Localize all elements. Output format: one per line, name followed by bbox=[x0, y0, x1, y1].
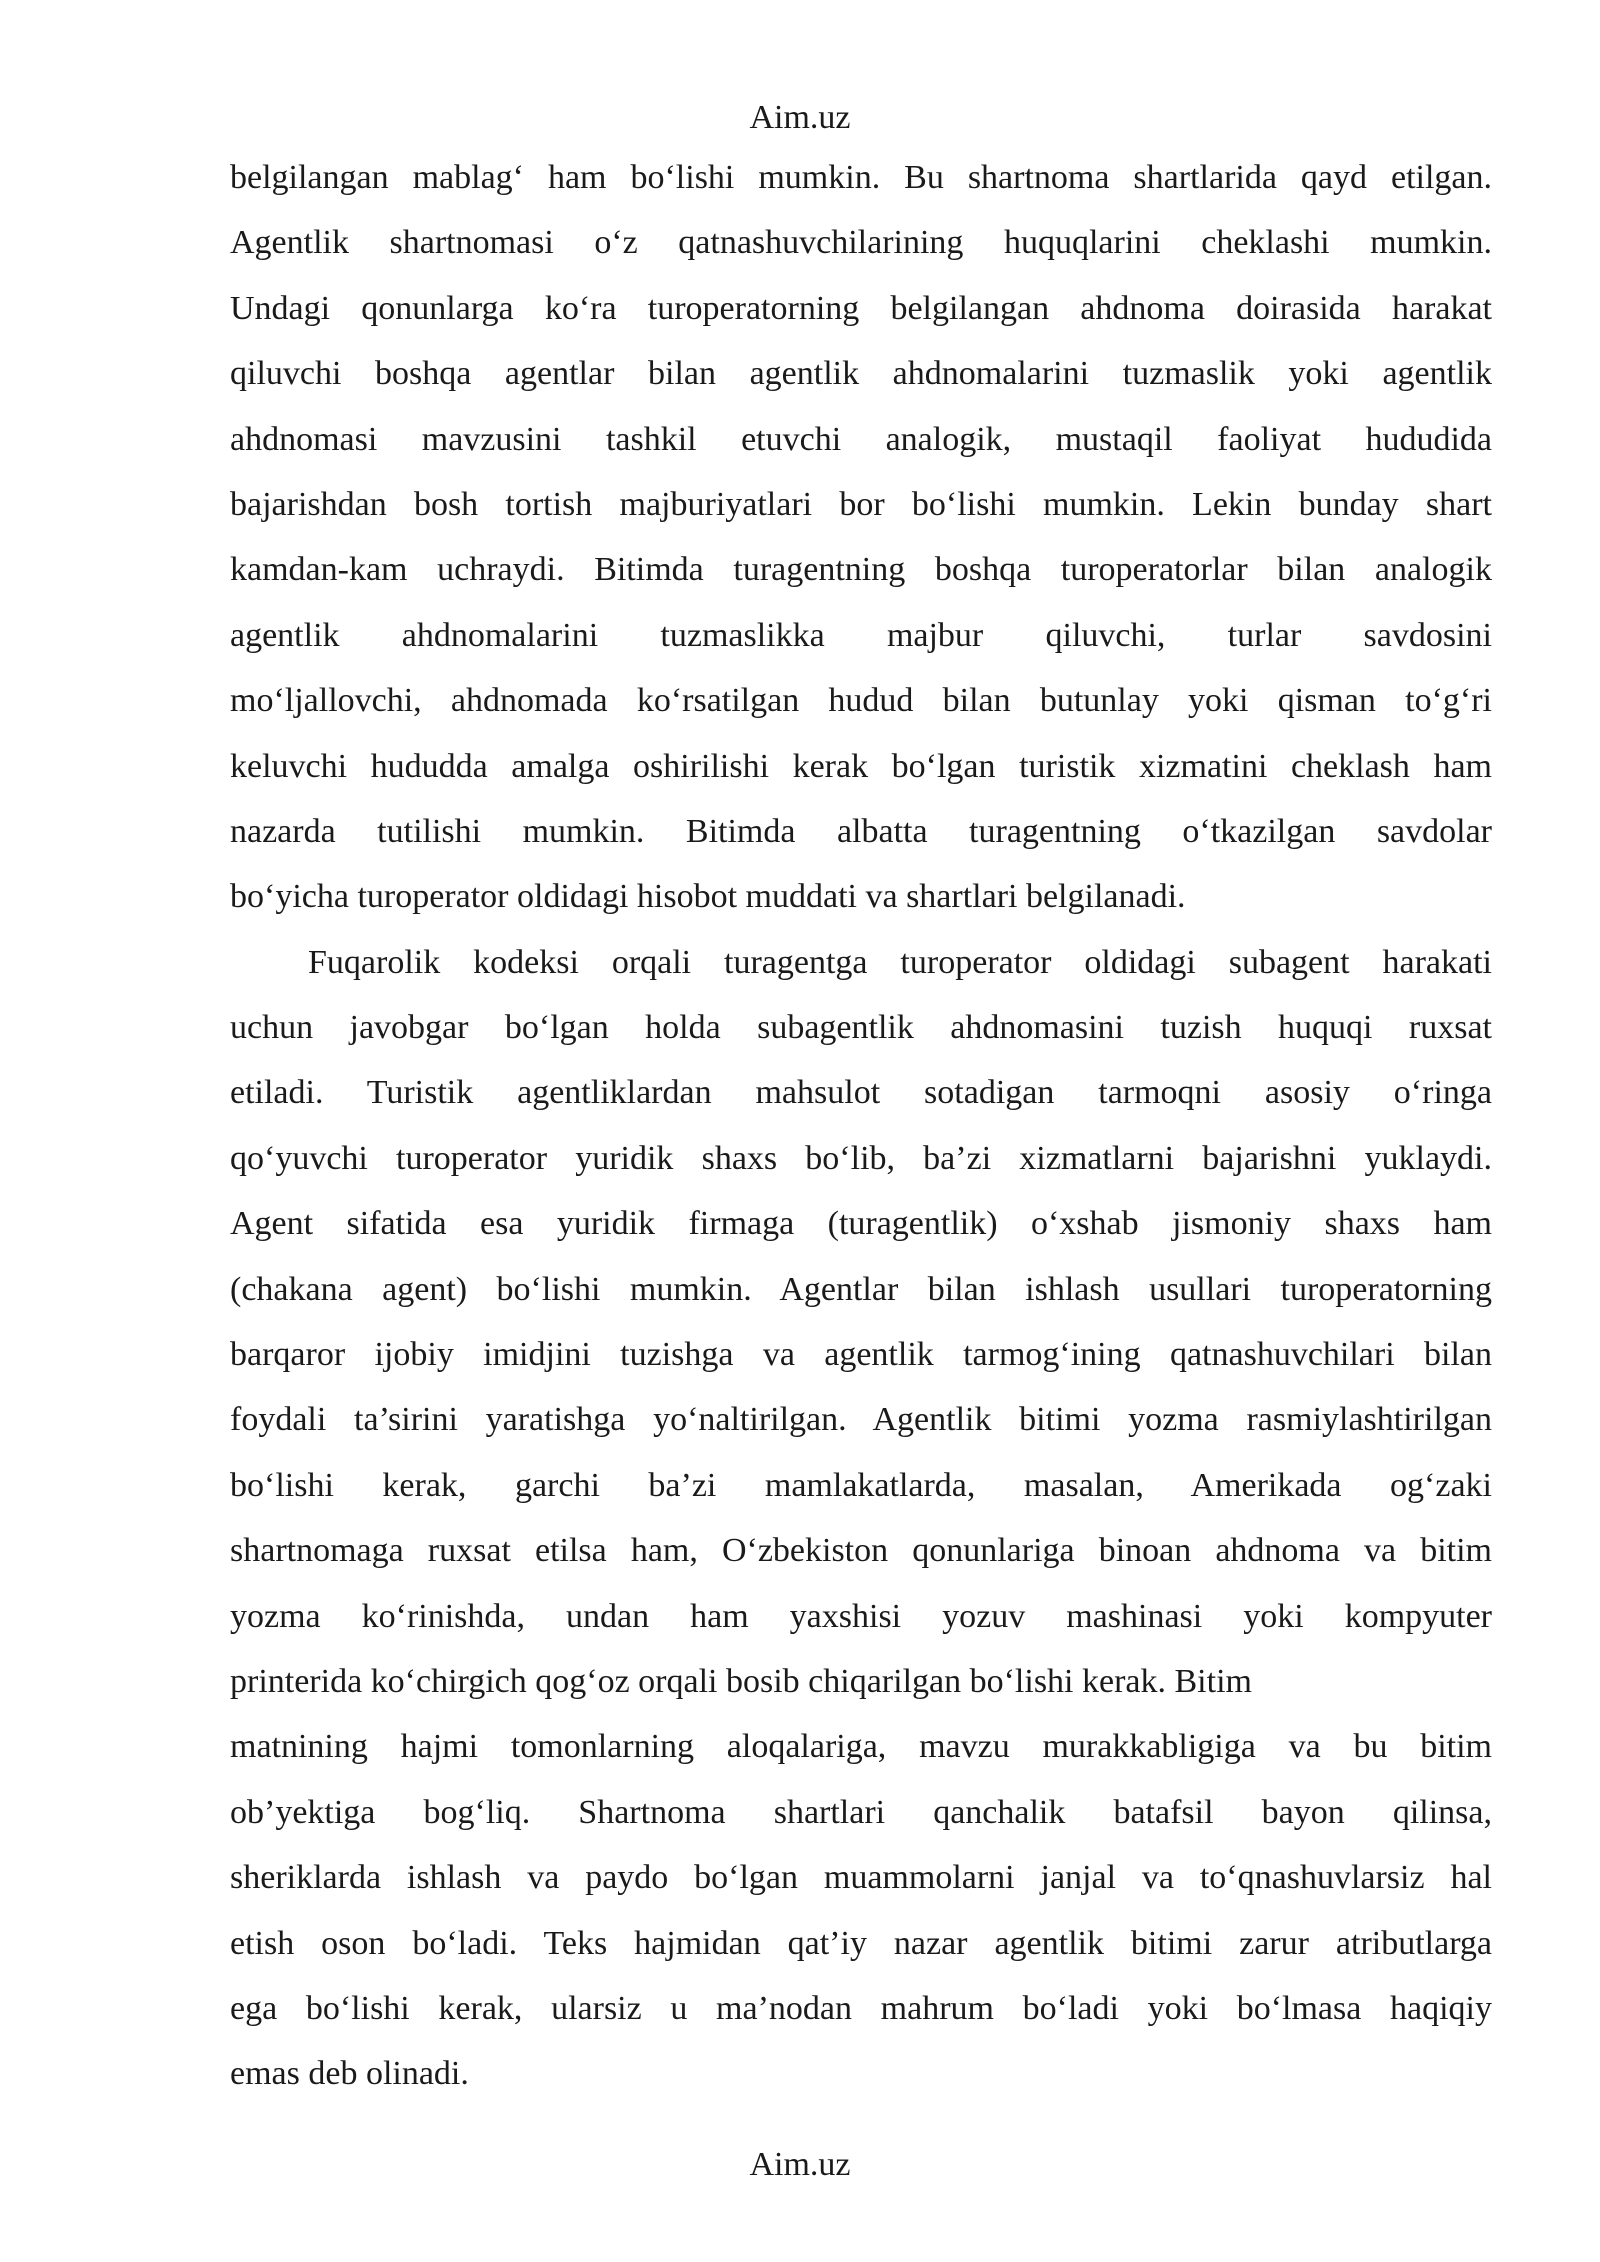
text-line: uchun javobgar bo‘lgan holda subagentlik ahdnomasini tuzish huquqi ruxsat bbox=[230, 1009, 1492, 1047]
text-line: Agent sifatida esa yuridik firmaga (turagentlik) o‘xshab jismoniy shaxs ham bbox=[230, 1205, 1492, 1243]
paragraph-end-line: emas deb olinadi. bbox=[230, 2055, 469, 2093]
text-line: qiluvchi boshqa agentlar bilan agentlik ahdnomalarini tuzmaslik yoki agentlik bbox=[230, 355, 1492, 393]
text-line: (chakana agent) bo‘lishi mumkin. Agentlar bilan ishlash usullari turoperatorning bbox=[230, 1270, 1492, 1308]
document-body bbox=[230, 145, 1492, 2107]
text-line: nazarda tutilishi mumkin. Bitimda albatta turagentning o‘tkazilgan savdolar bbox=[230, 812, 1492, 850]
text-line: shartnomaga ruxsat etilsa ham, O‘zbekiston qonunlariga binoan ahdnoma va bitim bbox=[230, 1532, 1492, 1570]
text-line: Undagi qonunlarga ko‘ra turoperatorning belgilangan ahdnoma doirasida harakat bbox=[230, 289, 1492, 327]
text-line: sheriklarda ishlash va paydo bo‘lgan muammolarni janjal va to‘qnashuvlarsiz hal bbox=[230, 1859, 1492, 1897]
text-line: belgilangan mablag‘ ham bo‘lishi mumkin. Bu shartnoma shartlarida qayd etilgan. bbox=[230, 159, 1492, 196]
text-line: printerida ko‘chirgich qog‘oz orqali bosib chiqarilgan bo‘lishi kerak. Bitim bbox=[230, 1662, 1252, 1700]
text-line: qo‘yuvchi turoperator yuridik shaxs bo‘lib, ba’zi xizmatlarni bajarishni yuklaydi. bbox=[230, 1139, 1492, 1177]
text-line: barqaror ijobiy imidjini tuzishga va agentlik tarmog‘ining qatnashuvchilari bilan bbox=[230, 1336, 1492, 1374]
text-line: keluvchi hududda amalga oshirilishi kerak bo‘lgan turistik xizmatini cheklash ham bbox=[230, 747, 1492, 785]
paragraph-start-line: Fuqarolik kodeksi orqali turagentga turoperator oldidagi subagent harakati bbox=[308, 943, 1492, 981]
page-header: Aim.uz bbox=[749, 99, 851, 136]
text-line: yozma ko‘rinishda, undan ham yaxshisi yozuv mashinasi yoki kompyuter bbox=[230, 1597, 1492, 1635]
text-line: ahdnomasi mavzusini tashkil etuvchi analogik, mustaqil faoliyat hududida bbox=[230, 420, 1492, 458]
text-line: kamdan-kam uchraydi. Bitimda turagentning boshqa turoperatorlar bilan analogik bbox=[230, 551, 1492, 589]
paragraph-end-line: bo‘yicha turoperator oldidagi hisobot muddati va shartlari belgilanadi. bbox=[230, 878, 1186, 916]
text-line: bajarishdan bosh tortish majburiyatlari bor bo‘lishi mumkin. Lekin bunday shart bbox=[230, 485, 1492, 523]
page-footer: Aim.uz bbox=[749, 2146, 851, 2183]
text-line: mo‘ljallovchi, ahdnomada ko‘rsatilgan hudud bilan butunlay yoki qisman to‘g‘ri bbox=[230, 682, 1492, 720]
text-line: bo‘lishi kerak, garchi ba’zi mamlakatlarda, masalan, Amerikada og‘zaki bbox=[230, 1466, 1492, 1504]
text-line: etiladi. Turistik agentliklardan mahsulot sotadigan tarmoqni asosiy o‘ringa bbox=[230, 1074, 1492, 1112]
text-line: ob’yektiga bog‘liq. Shartnoma shartlari qanchalik batafsil bayon qilinsa, bbox=[230, 1793, 1492, 1831]
text-line: agentlik ahdnomalarini tuzmaslikka majbur qiluvchi, turlar savdosini bbox=[230, 616, 1492, 654]
text-line: Agentlik shartnomasi o‘z qatnashuvchilarining huquqlarini cheklashi mumkin. bbox=[230, 224, 1492, 262]
text-line: foydali ta’sirini yaratishga yo‘naltirilgan. Agentlik bitimi yozma rasmiylashtirilgan bbox=[230, 1401, 1492, 1439]
text-line: etish oson bo‘ladi. Teks hajmidan qat’iy nazar agentlik bitimi zarur atributlarga bbox=[230, 1924, 1492, 1962]
text-line: matnining hajmi tomonlarning aloqalariga, mavzu murakkabligiga va bu bitim bbox=[230, 1728, 1492, 1766]
text-line: ega bo‘lishi kerak, ularsiz u ma’nodan mahrum bo‘ladi yoki bo‘lmasa haqiqiy bbox=[230, 1989, 1492, 2027]
